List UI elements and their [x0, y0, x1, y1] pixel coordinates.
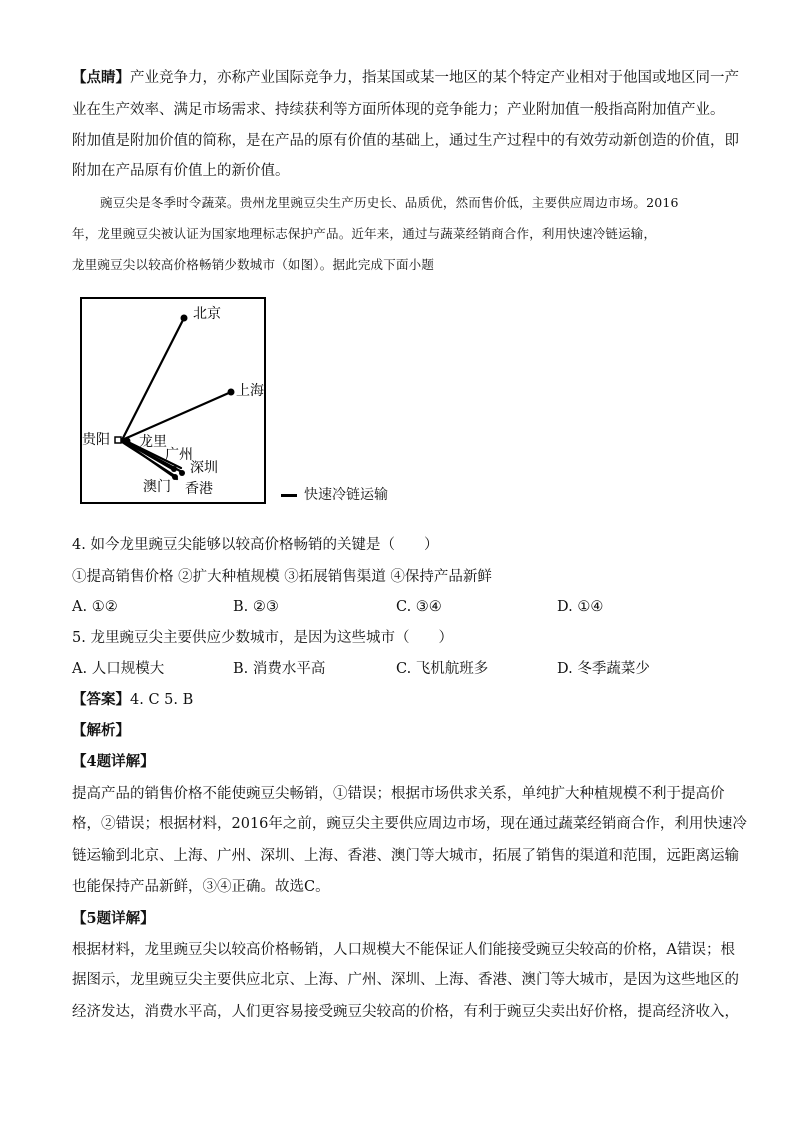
answer-text: 4. C 5. B [130, 692, 194, 708]
city-longli: 龙里 [139, 434, 167, 450]
q5-option-a: A. 人口规模大 [72, 661, 165, 677]
city-shanghai: 上海 [236, 383, 264, 399]
route-to-shanghai [122, 392, 231, 440]
detail4-line-1: 提高产品的销售价格不能使豌豆尖畅销，①错误；根据市场供求关系，单纯扩大种植规模不利于提高价 [72, 786, 725, 802]
analysis-label: 【解析】 [72, 722, 130, 739]
shanghai-dot [228, 389, 235, 396]
detail4-heading: 【4题详解】 [72, 753, 155, 770]
detail5-line-1: 根据材料，龙里豌豆尖以较高价格畅销，人口规模大不能保证人们能接受豌豆尖较高的价格，A错误；根 [72, 942, 735, 958]
detail4-line-3: 链运输到北京、上海、广州、深圳、上海、香港、澳门等大城市，拓展了销售的渠道和范围，远距离运输 [72, 848, 739, 864]
detail5-line-3: 经济发达，消费水平高，人们更容易接受豌豆尖较高的价格，有利于豌豆尖卖出好价格，提高经济收入， [72, 1004, 739, 1020]
tip-line-4: 附加在产品原有价值上的新价值。 [72, 163, 290, 179]
detail4-line-2: 格，②错误；根据材料，2016年之前，豌豆尖主要供应周边市场，现在通过蔬菜经销商合作，利用快速冷 [72, 816, 747, 832]
q4-option-a: A. ①② [72, 599, 118, 615]
route-to-beijing [122, 318, 184, 440]
q4-option-d: D. ①④ [557, 599, 604, 615]
legend-line-symbol [281, 494, 297, 497]
q4-option-c: C. ③④ [396, 599, 442, 615]
material-line-2: 年，龙里豌豆尖被认证为国家地理标志保护产品。近年来，通过与蔬菜经销商合作，利用快速冷链运输， [72, 226, 657, 241]
guiyang-marker [115, 437, 121, 443]
answer-label: 【答案】 [72, 691, 130, 708]
detail5-heading: 【5题详解】 [72, 910, 155, 927]
supply-route-map [0, 0, 794, 520]
macau-dot [172, 474, 178, 480]
city-hongkong: 香港 [185, 481, 213, 497]
longli-dot [124, 438, 131, 445]
city-macau: 澳门 [143, 479, 171, 495]
q5-option-b: B. 消费水平高 [233, 661, 326, 677]
tip-line-1: 【点睛】产业竞争力，亦称产业国际竞争力，指某国或某一地区的某个特定产业相对于他国或地区同一产 [72, 69, 739, 86]
tip-line-2: 业在生产效率、满足市场需求、持续获利等方面所体现的竞争能力；产业附加值一般指高附加值产业。 [72, 102, 725, 118]
tip-line-3: 附加值是附加价值的简称，是在产品的原有价值的基础上，通过生产过程中的有效劳动新创造的价值，即 [72, 133, 739, 149]
city-guangzhou: 广州 [165, 447, 193, 463]
q4-choices: ①提高销售价格 ②扩大种植规模 ③拓展销售渠道 ④保持产品新鲜 [72, 569, 492, 585]
answer-line [72, 690, 193, 710]
material-line-3: 龙里豌豆尖以较高价格畅销少数城市（如图）。据此完成下面小题 [72, 257, 435, 272]
detail4-line-4: 也能保持产品新鲜，③④正确。故选C。 [72, 879, 330, 895]
q5-option-c: C. 飞机航班多 [396, 661, 489, 677]
material-line-1: 豌豆尖是冬季时令蔬菜。贵州龙里豌豆尖生产历史长、品质优，然而售价低，主要供应周边市场。2016 [100, 195, 679, 210]
shenzhen-dot [179, 470, 185, 476]
q4-stem: 4. 如今龙里豌豆尖能够以较高价格畅销的关键是（ ） [72, 537, 439, 553]
q5-stem: 5. 龙里豌豆尖主要供应少数城市，是因为这些城市（ ） [72, 630, 453, 646]
city-shenzhen: 深圳 [190, 460, 218, 476]
guangzhou-dot [171, 466, 177, 472]
city-beijing: 北京 [193, 306, 221, 322]
beijing-dot [181, 315, 188, 322]
tip-heading: 【点睛】 [72, 69, 130, 86]
q5-option-d: D. 冬季蔬菜少 [557, 661, 650, 677]
legend-label: 快速冷链运输 [304, 487, 388, 503]
q4-option-b: B. ②③ [233, 599, 279, 615]
detail5-line-2: 据图示，龙里豌豆尖主要供应北京、上海、广州、深圳、上海、香港、澳门等大城市，是因为这些地区的 [72, 972, 739, 988]
city-guiyang: 贵阳 [82, 432, 110, 448]
